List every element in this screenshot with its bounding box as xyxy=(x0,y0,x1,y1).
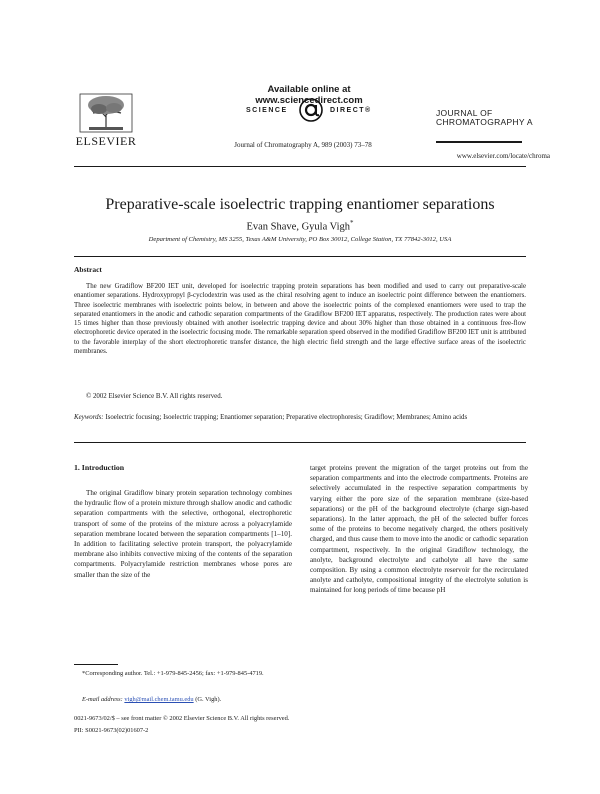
email-link[interactable]: vigh@mail.chem.tamu.edu xyxy=(124,696,194,703)
sd-science-text: SCIENCE xyxy=(246,107,288,114)
keywords-list: Isoelectric focusing; Isoelectric trapping; Enantiomer separation; Preparative electrophoresis; Gradiflow; Membranes; Amino acids xyxy=(105,414,468,421)
abstract-text: The new Gradiflow BF200 IET unit, developed for isoelectric trapping protein separations has been modified and used to carry out preparative-scale enantiomer separations. Hydroxypropyl β-cyclodextrin was used as the chiral resolving agent to induce an isoelectric point difference between the enantiomers. Three isoelectric membranes with isoelectric points below, in between and above the isoelectric points of the complexed enantiomers were used to trap the separated enantiomers in the anodic and cathodic separation compartments of the Gradiflow BF200 IET apparatus, respectively. The production rates were about 15 times higher than those previously obtained with another isoelectric trapping device and about 30% higher than those obtained in a continuous free-flow electrophoretic device operated in the isoelectric focusing mode. The remarkable separation speed observed in the modified Gradiflow BF200 IET unit is attributed to the favorable interplay of the short electrophoretic transfer distance, the high electric field strength and the large effective surface areas of the isoelectric membranes. xyxy=(74,283,526,356)
journal-title xyxy=(436,109,546,127)
journal-citation: Journal of Chromatography A, 989 (2003) 73–78 xyxy=(234,141,372,149)
corresponding-author-mark: * xyxy=(350,219,354,227)
publisher-logo xyxy=(74,93,138,149)
publisher-name: ELSEVIER xyxy=(75,134,137,148)
sd-direct-text: DIRECT® xyxy=(330,107,372,114)
header-divider xyxy=(74,166,526,167)
journal-title-rule xyxy=(436,141,522,143)
email-suffix: (G. Vigh). xyxy=(195,696,222,703)
available-online-text: Available online at www.sciencedirect.com xyxy=(255,84,363,106)
email-label: E-mail address: xyxy=(82,696,123,703)
footnote-corresponding: *Corresponding author. Tel.: +1-979-845-2456; fax: +1-979-845-4719. xyxy=(82,670,264,677)
title-divider xyxy=(74,256,526,257)
abstract-heading: Abstract xyxy=(74,265,102,274)
body-column-right: target proteins prevent the migration of the target proteins out from the separation compartments and into the electrode compartments. Proteins are selectively accumulated in the respective separation compartments by varying either the pore size of the separation membrane (size-based separations) or the pH of the background electrolyte (charge sign-based separations). In the latter approach, the pH of the selected buffer forces some of the proteins to become negatively charged, the others positively charged, and thus cause them to move into the anodic or cathodic separation compartment, respectively. In the original Gradiflow technology, the anolyte, background electrolyte and catholyte all have the same composition. By using a common electrolyte reservoir for the recirculated anolyte and catholyte, compositional integrity of the electrolyte solution is maintained for long periods of time because pH xyxy=(310,464,528,595)
body-column-left: The original Gradiflow binary protein separation technology combines the hydraulic flow of a protein mixture through shallow anodic and cathodic separation compartments with the selective, orthogonal, electrophoretic transport of some of the proteins of the mixture across a polyacrylamide separation membrane located between the separation compartments [1–10]. In addition to facilitating selective protein transport, the polyacrylamide membrane also inhibits convective mixing of the contents of the separation compartments. Polyacrylamide restriction membranes whose pores are smaller than the size of the xyxy=(74,489,292,579)
keywords xyxy=(74,413,526,422)
author-names: Evan Shave, Gyula Vigh xyxy=(246,221,351,233)
section-heading: 1. Introduction xyxy=(74,463,125,472)
sciencedirect-logo xyxy=(246,100,376,124)
author-affiliation: Department of Chemistry, MS 3255, Texas A&M University, PO Box 30012, College Station, TX 77842-3012, USA xyxy=(148,236,452,243)
abstract-copyright: © 2002 Elsevier Science B.V. All rights reserved. xyxy=(86,393,223,400)
journal-title-line1: JOURNAL OF xyxy=(436,108,493,118)
article-title: Preparative-scale isoelectric trapping enantiomer separations xyxy=(105,196,495,213)
journal-url: www.elsevier.com/locate/chroma xyxy=(456,152,550,160)
abstract-divider xyxy=(74,442,526,443)
elsevier-tree-icon xyxy=(79,93,133,133)
footnote-rule xyxy=(74,664,118,665)
keywords-label: Keywords: xyxy=(74,414,104,421)
issn-line: 0021-9673/02/$ – see front matter © 2002 Elsevier Science B.V. All rights reserved. xyxy=(74,715,290,722)
pii-line: PII: S0021-9673(02)01607-2 xyxy=(74,727,149,734)
article-authors xyxy=(74,219,526,233)
footnote-email xyxy=(74,696,300,705)
at-sign-icon xyxy=(298,97,324,123)
journal-title-line2: CHROMATOGRAPHY A xyxy=(436,117,533,127)
